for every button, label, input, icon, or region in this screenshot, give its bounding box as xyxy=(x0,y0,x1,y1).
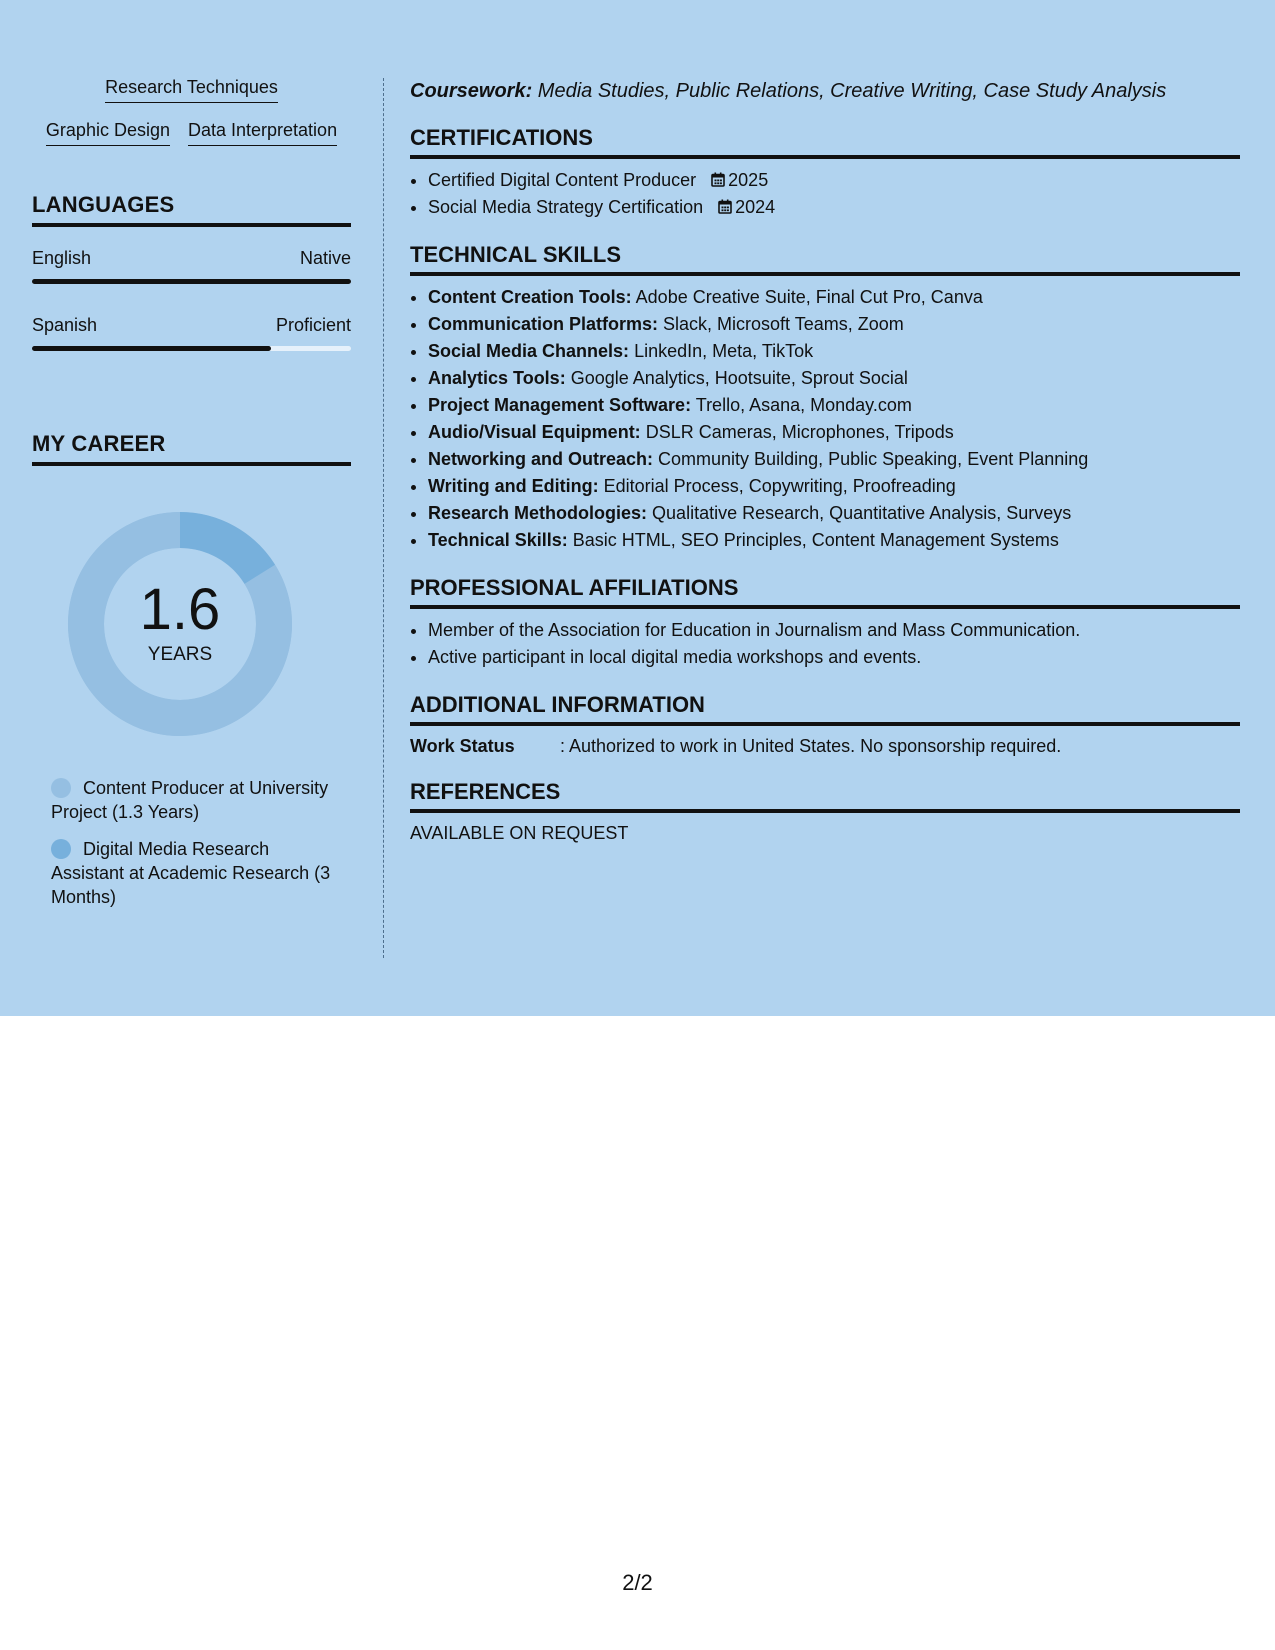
column-divider xyxy=(383,78,384,958)
skill-category: Content Creation Tools: xyxy=(428,287,632,307)
skill-values: Community Building, Public Speaking, Event Planning xyxy=(653,449,1089,469)
technical-skills-heading: TECHNICAL SKILLS xyxy=(410,241,1240,276)
skill-tag: Data Interpretation xyxy=(188,118,337,146)
skill-values: DSLR Cameras, Microphones, Tripods xyxy=(640,422,954,442)
technical-skill-item xyxy=(428,419,1240,446)
work-status-text: : Authorized to work in United States. No sponsorship required. xyxy=(560,736,1062,756)
left-column xyxy=(32,75,351,922)
legend-dot-icon xyxy=(51,778,71,798)
technical-skill-item xyxy=(428,392,1240,419)
certification-item xyxy=(428,194,1240,221)
skill-values: Editorial Process, Copywriting, Proofreading xyxy=(598,476,956,496)
language-level-bar xyxy=(32,346,351,351)
page-number: 2/2 xyxy=(622,1570,653,1595)
career-legend xyxy=(51,776,341,909)
skill-category: Analytics Tools: xyxy=(428,368,566,388)
skill-values: Qualitative Research, Quantitative Analysis, Surveys xyxy=(647,503,1072,523)
work-status-row xyxy=(410,734,1240,758)
technical-skill-item xyxy=(428,473,1240,500)
skill-category: Social Media Channels: xyxy=(428,341,630,361)
affiliation-item: • Member of the Association for Education in Journalism and Mass Communication. xyxy=(428,617,1240,644)
skill-values: LinkedIn, Meta, TikTok xyxy=(629,341,814,361)
career-legend-item xyxy=(51,837,341,909)
language-level-fill xyxy=(32,279,351,284)
certifications-heading: CERTIFICATIONS xyxy=(410,124,1240,159)
skill-category: Audio/Visual Equipment: xyxy=(428,422,641,442)
technical-skill-item xyxy=(428,338,1240,365)
language-level: Native xyxy=(299,248,351,268)
skill-tag: Research Techniques xyxy=(105,75,278,103)
calendar-icon xyxy=(718,199,732,214)
skill-category: Writing and Editing: xyxy=(428,476,599,496)
career-heading: MY CAREER xyxy=(32,431,351,466)
language-level: Proficient xyxy=(275,315,351,335)
skill-tag: Graphic Design xyxy=(46,118,170,146)
skill-values: Basic HTML, SEO Principles, Content Management Systems xyxy=(567,530,1059,550)
technical-skills-section xyxy=(410,241,1240,554)
references-heading: REFERENCES xyxy=(410,778,1240,813)
skill-category: Communication Platforms: xyxy=(428,314,659,334)
languages-heading: LANGUAGES xyxy=(32,192,351,227)
skill-tags xyxy=(32,75,351,146)
references-section xyxy=(410,778,1240,844)
calendar-icon xyxy=(711,172,725,187)
legend-dot-icon xyxy=(51,839,71,859)
certification-year: 2025 xyxy=(728,170,769,190)
technical-skill-item xyxy=(428,311,1240,338)
career-total-value: 1.6 xyxy=(139,577,221,642)
career-donut-chart xyxy=(66,510,294,738)
skill-values: Trello, Asana, Monday.com xyxy=(691,395,912,415)
right-column xyxy=(410,78,1240,844)
language-name: Spanish xyxy=(32,315,98,335)
work-status-label: Work Status xyxy=(410,736,515,756)
skill-values: Google Analytics, Hootsuite, Sprout Social xyxy=(565,368,908,388)
affiliation-item: • Active participant in local digital media workshops and events. xyxy=(428,644,1240,671)
career-legend-label: Content Producer at University Project (1.3 Years) xyxy=(51,778,329,822)
skill-category: Technical Skills: xyxy=(428,530,568,550)
skill-values: Slack, Microsoft Teams, Zoom xyxy=(658,314,904,334)
technical-skill-item xyxy=(428,284,1240,311)
language-item xyxy=(32,314,351,351)
skill-values: Adobe Creative Suite, Final Cut Pro, Canva xyxy=(631,287,983,307)
references-text: AVAILABLE ON REQUEST xyxy=(410,823,629,843)
career-total-unit: YEARS xyxy=(147,644,213,665)
language-level-bar xyxy=(32,279,351,284)
certification-name: Social Media Strategy Certification xyxy=(428,197,704,217)
language-item xyxy=(32,247,351,284)
skill-category: Project Management Software: xyxy=(428,395,692,415)
career-legend-label: Digital Media Research Assistant at Academic Research (3 Months) xyxy=(51,839,331,907)
language-name: English xyxy=(32,248,92,268)
technical-skill-item xyxy=(428,500,1240,527)
career-legend-item xyxy=(51,776,341,824)
affiliations-heading: PROFESSIONAL AFFILIATIONS xyxy=(410,574,1240,609)
coursework-label: Coursework: xyxy=(410,80,533,102)
coursework-line xyxy=(410,78,1240,104)
certification-item xyxy=(428,167,1240,194)
technical-skill-item xyxy=(428,365,1240,392)
additional-info-heading: ADDITIONAL INFORMATION xyxy=(410,691,1240,726)
certification-year: 2024 xyxy=(735,197,776,217)
certifications-section xyxy=(410,124,1240,221)
affiliations-section xyxy=(410,574,1240,671)
skill-category: Networking and Outreach: xyxy=(428,449,654,469)
technical-skill-item xyxy=(428,527,1240,554)
skill-category: Research Methodologies: xyxy=(428,503,648,523)
language-level-fill xyxy=(32,346,271,351)
additional-info-section xyxy=(410,691,1240,758)
skill-tag-row xyxy=(32,75,351,103)
technical-skill-item xyxy=(428,446,1240,473)
certification-name: Certified Digital Content Producer xyxy=(428,170,697,190)
coursework-text: Media Studies, Public Relations, Creative Writing, Case Study Analysis xyxy=(532,80,1167,102)
skill-tag-row xyxy=(32,118,351,146)
